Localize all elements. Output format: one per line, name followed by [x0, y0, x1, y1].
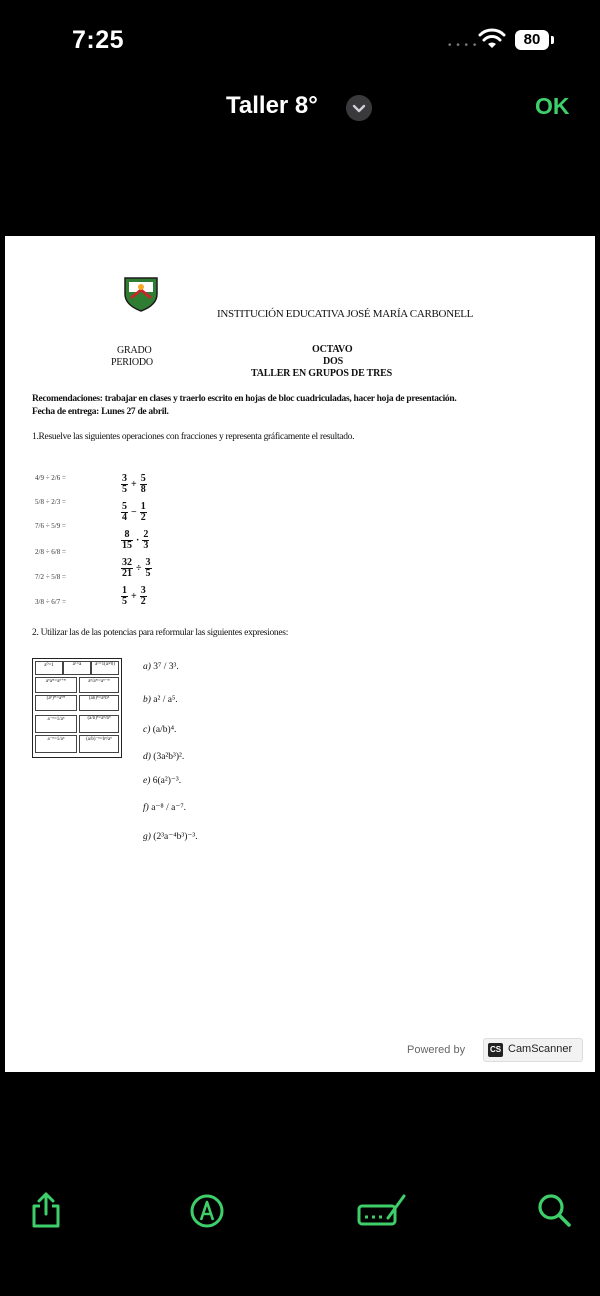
expression-letter: f): [143, 803, 149, 813]
sign-icon[interactable]: [356, 1190, 408, 1230]
small-fraction: 7/6 ÷ 5/9 =: [35, 522, 66, 530]
numerator: 5: [140, 473, 146, 484]
table-cell: (aⁿ)ᵐ=aⁿᵐ: [35, 695, 77, 711]
denominator: 2: [140, 512, 146, 523]
denominator: 2: [140, 596, 146, 607]
operator: ÷: [136, 563, 142, 574]
table-cell: (ab)ⁿ=aⁿbⁿ: [79, 695, 119, 711]
small-fraction: 3/8 ÷ 6/7 =: [35, 598, 66, 606]
operator: +: [131, 479, 137, 490]
table-cell: a⁻ⁿ=1/aⁿ: [35, 735, 77, 753]
expression-text: (3a²b³)².: [153, 752, 185, 762]
share-icon[interactable]: [28, 1190, 64, 1230]
battery-tip: [551, 36, 554, 44]
expression-item: [143, 662, 179, 672]
table-cell: a¹=1(a≠0): [91, 661, 119, 675]
fraction-operation: [121, 474, 147, 495]
denominator: 21: [122, 568, 132, 579]
status-time: 7:25: [72, 26, 125, 54]
fraction-operation: [121, 502, 147, 523]
workshop-subtitle: TALLER EN GRUPOS DE TRES: [251, 368, 392, 379]
numerator: 32: [122, 557, 132, 568]
expression-letter: b): [143, 695, 151, 705]
small-fraction: 7/2 ÷ 5/8 =: [35, 573, 66, 581]
table-cell: aⁿ/aᵐ=aⁿ⁻ᵐ: [79, 677, 119, 693]
expression-item: [143, 775, 181, 786]
camscanner-label: CamScanner: [508, 1043, 573, 1055]
denominator: 8: [140, 484, 146, 495]
table-cell: aⁿaᵐ=aⁿ⁺ᵐ: [35, 677, 77, 693]
operator: −: [131, 507, 137, 518]
markup-icon[interactable]: [189, 1190, 225, 1230]
camscanner-icon: CS: [488, 1043, 503, 1057]
question-2: 2. Utilizar las de las potencias para reformular las siguientes expresiones:: [32, 628, 289, 638]
table-cell: a⁻ⁿ=1/aⁿ: [35, 715, 77, 733]
denominator: 5: [122, 484, 127, 495]
power-properties-table: [32, 658, 122, 758]
status-bar: [0, 0, 600, 80]
expression-letter: d): [143, 752, 151, 762]
due-date-text: Fecha de entrega: Lunes 27 de abril.: [32, 407, 169, 417]
expression-text: a² / a⁵.: [153, 695, 178, 705]
periodo-value: DOS: [323, 356, 343, 367]
numerator: 5: [122, 501, 127, 512]
table-cell: (a/b)ⁿ=aⁿ/bⁿ: [79, 715, 119, 733]
question-1: 1.Resuelve las siguientes operaciones con fracciones y representa gráficamente el resultado.: [32, 432, 355, 442]
chevron-down-icon[interactable]: [346, 95, 372, 121]
denominator: 15: [122, 540, 132, 551]
camscanner-badge: [483, 1038, 583, 1062]
expression-letter: a): [143, 662, 151, 672]
expression-item: [143, 725, 176, 735]
denominator: 5: [122, 596, 127, 607]
powered-by-text: Powered by: [407, 1044, 466, 1056]
expression-text: a⁻⁸ / a⁻⁷.: [151, 803, 187, 813]
numerator: 8: [121, 530, 133, 541]
institution-name: INSTITUCIÓN EDUCATIVA JOSÉ MARÍA CARBONELL: [217, 308, 474, 320]
small-fraction: 5/8 ÷ 2/3 =: [35, 498, 66, 506]
grado-label: GRADO: [117, 345, 152, 356]
numerator: 1: [140, 501, 146, 512]
expression-item: [143, 752, 184, 762]
numerator: 1: [122, 585, 127, 596]
small-fraction: 4/9 ÷ 2/6 =: [35, 474, 66, 482]
numerator: 3: [140, 585, 146, 596]
expression-text: 6(a²)⁻³.: [152, 776, 182, 786]
search-icon[interactable]: [536, 1190, 572, 1230]
expression-text: (a/b)⁴.: [152, 725, 177, 735]
operator: +: [131, 591, 137, 602]
expression-text: 3⁷ / 3³.: [153, 662, 179, 672]
expression-letter: c): [143, 725, 151, 735]
fraction-operation: [121, 558, 152, 579]
table-cell: a⁰=1: [35, 661, 63, 675]
grado-value: OCTAVO: [312, 344, 353, 355]
fraction-operation: [121, 530, 149, 551]
expression-text: (2³a⁻⁴b³)⁻³.: [153, 832, 198, 842]
numerator: 3: [145, 557, 151, 568]
numerator: 2: [143, 529, 149, 540]
periodo-label: PERIODO: [111, 357, 153, 368]
expression-letter: e): [143, 776, 151, 786]
small-fraction: 2/8 ÷ 6/8 =: [35, 548, 66, 556]
denominator: 5: [145, 568, 151, 579]
recommendations-text: Recomendaciones: trabajar en clases y traerlo escrito en hojas de bloc cuadriculadas, hacer hoja de presentación.: [32, 394, 457, 404]
expression-item: [143, 695, 178, 705]
wifi-icon: [478, 27, 506, 51]
fraction-operation: [121, 586, 147, 607]
school-crest-logo: [121, 272, 161, 312]
operator: ·: [136, 535, 140, 546]
ok-button[interactable]: OK: [535, 93, 570, 119]
table-cell: a¹=a: [63, 661, 91, 675]
battery-icon: 80: [515, 30, 549, 50]
expression-letter: g): [143, 832, 151, 842]
table-cell: (a/b)⁻ⁿ=bⁿ/aⁿ: [79, 735, 119, 753]
expression-item: [143, 802, 186, 813]
expression-item: [143, 831, 198, 842]
document-page: [5, 236, 595, 1072]
denominator: 3: [143, 540, 149, 551]
numerator: 3: [122, 473, 127, 484]
signal-dots-icon: • • • •: [448, 40, 478, 51]
document-title[interactable]: Taller 8°: [226, 92, 318, 119]
denominator: 4: [122, 512, 127, 523]
